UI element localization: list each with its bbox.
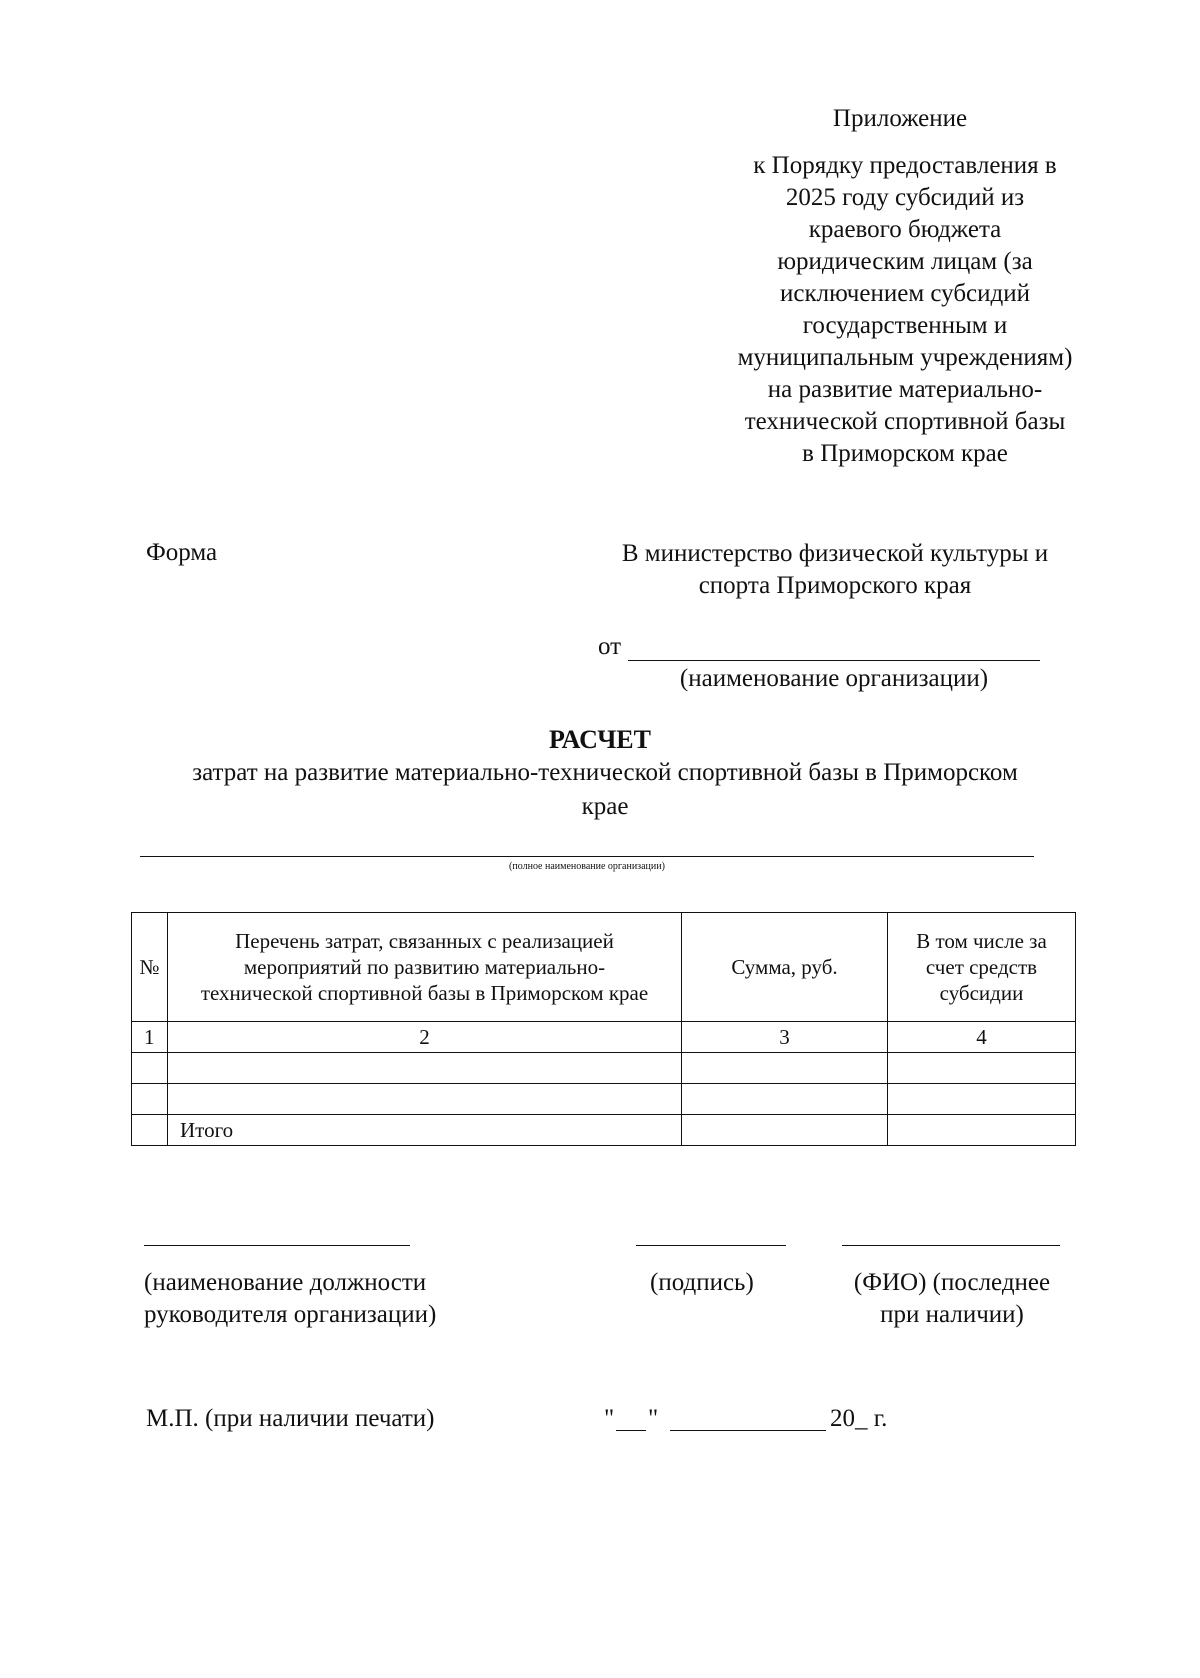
appendix-line: в Приморском крае — [802, 440, 1008, 467]
recipient-line: В министерство физической культуры и — [621, 540, 1049, 567]
table-header-row — [132, 913, 1076, 1022]
signature-caption: (подпись) — [650, 1269, 754, 1296]
header-amount: Сумма, руб. — [682, 913, 888, 1022]
appendix-line: 2025 году субсидий из — [785, 184, 1025, 211]
full-name-caption-line: при наличии) — [880, 1301, 1024, 1328]
appendix-line: юридическим лицам (за — [777, 248, 1033, 275]
header-cost-list: Перечень затрат, связанных с реализацией мероприятий по развитию материально-технической спортивной базы в Приморском крае — [168, 913, 682, 1022]
total-row — [132, 1115, 1076, 1146]
table-cell[interactable] — [132, 1115, 168, 1146]
full-name-caption-line: (ФИО) (последнее — [853, 1269, 1051, 1296]
table-cell[interactable] — [888, 1053, 1076, 1084]
date-day-field[interactable] — [616, 1430, 646, 1431]
column-number-row — [132, 1022, 1076, 1053]
stamp-label: М.П. (при наличии печати) — [146, 1405, 435, 1432]
table-cell[interactable] — [888, 1084, 1076, 1115]
date-year: 20_ г. — [830, 1405, 888, 1432]
recipient-line: спорта Приморского края — [698, 572, 972, 599]
header-number: № — [132, 913, 168, 1022]
subtitle-line: затрат на развитие материально-технической спортивной базы в Приморском — [192, 759, 1018, 786]
appendix-line: на развитие материально- — [767, 376, 1043, 403]
position-caption-line: руководителя организации) — [144, 1301, 437, 1328]
position-caption — [144, 1267, 436, 1331]
subtitle-line: крае — [581, 793, 629, 820]
from-label: от — [598, 633, 622, 660]
total-amount-cell[interactable] — [682, 1115, 888, 1146]
table-row — [132, 1084, 1076, 1115]
table-cell[interactable] — [682, 1053, 888, 1084]
appendix-title: Приложение — [832, 105, 968, 132]
date-quote-close: " — [648, 1405, 659, 1432]
column-number: 4 — [888, 1022, 1076, 1053]
total-label: Итого — [168, 1115, 682, 1146]
column-number: 1 — [132, 1022, 168, 1053]
column-number: 3 — [682, 1022, 888, 1053]
table-cell[interactable] — [132, 1053, 168, 1084]
full-organization-name-field[interactable] — [140, 856, 1034, 857]
full-organization-name-caption: (полное наименование организации) — [509, 861, 665, 872]
signature-field[interactable] — [636, 1245, 786, 1246]
date-month-field[interactable] — [670, 1430, 826, 1431]
organization-name-field[interactable] — [628, 660, 1040, 661]
table-cell[interactable] — [168, 1084, 682, 1115]
organization-name-caption: (наименование организации) — [679, 665, 989, 692]
appendix-line: исключением субсидий — [779, 280, 1031, 307]
appendix-description — [690, 150, 1120, 470]
appendix-line: государственным и — [802, 312, 1008, 339]
appendix-line: муниципальным учреждениям) — [737, 344, 1073, 371]
header-subsidy: В том числе за счет средств субсидии — [888, 913, 1076, 1022]
full-name-caption — [830, 1267, 1074, 1331]
appendix-line: к Порядку предоставления в — [753, 152, 1057, 179]
appendix-line: технической спортивной базы — [744, 408, 1066, 435]
position-caption-line: (наименование должности — [144, 1269, 427, 1296]
table-row — [132, 1053, 1076, 1084]
position-field[interactable] — [144, 1245, 410, 1246]
column-number: 2 — [168, 1022, 682, 1053]
table-cell[interactable] — [168, 1053, 682, 1084]
table-cell[interactable] — [682, 1084, 888, 1115]
document-subtitle — [140, 756, 1070, 824]
table-cell[interactable] — [132, 1084, 168, 1115]
document-title: РАСЧЕТ — [549, 725, 651, 754]
full-name-field[interactable] — [842, 1245, 1060, 1246]
total-subsidy-cell[interactable] — [888, 1115, 1076, 1146]
recipient-block — [582, 538, 1088, 602]
appendix-line: краевого бюджета — [808, 216, 1002, 243]
form-label: Форма — [146, 539, 218, 566]
cost-table — [131, 912, 1076, 1146]
date-quote-open: " — [604, 1405, 615, 1432]
